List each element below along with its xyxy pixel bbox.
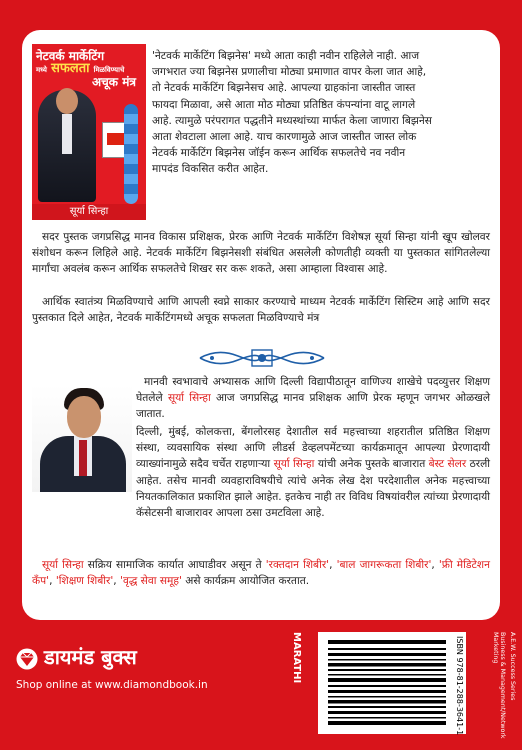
- barcode-box: [318, 632, 466, 734]
- thumbnail-author: सूर्या सिन्हा: [32, 204, 146, 220]
- language-label: MARATHI: [291, 632, 302, 684]
- ornament-divider-icon: [198, 346, 326, 370]
- diamond-logo-icon: [16, 648, 38, 670]
- isbn-text: ISBN 978-81-288-3641-1: [455, 636, 464, 736]
- category-text: Business & Management/Network Marketing: [492, 632, 506, 739]
- publisher-logo-text: डायमंड बुक्स: [44, 645, 137, 669]
- author-name-highlight: सूर्या सिन्हा: [42, 559, 84, 571]
- blurb-paragraph-2: सदर पुस्तक जगप्रसिद्ध मानव विकास प्रशिक्षक, प्रेरक आणि नेटवर्क मार्केटिंग विशेषज्ञ सूर्या सिन्हा यांनी खूप खोलवर संशोधन करून लिहिले आहे. नेटवर्क मार्केटिंग बिझनेसशी संबंधित असलेली कोणतीही व्यक्ती या पुस्तकात सांगितलेल्या मार्गांचा अवलंब करून आर्थिक सफलतेचे शिखर सर करू शकते, असा आम्हाला विश्वास आहे.: [32, 231, 490, 276]
- author-bio-paragraph-3: सूर्या सिन्हा सक्रिय सामाजिक कार्यात आघाडीवर असून ते 'रक्तदान शिबीर', 'बाल जागरूकता शिबीर', 'फ्री मेडिटेशन कँप', 'शिक्षण शिबीर', 'वृद्ध सेवा समूह' असे कार्यक्रम आयोजित करतात.: [32, 559, 490, 588]
- author-bio-paragraph-1: मानवी स्वभावाचे अभ्यासक आणि दिल्ली विद्यापीठातून वाणिज्य शाखेचे पदव्युत्तर शिक्षण घेतलेले सूर्या सिन्हा आज जगप्रसिद्ध मानव प्रशिक्षक आणि प्रेरक म्हणून जगभर ओळखले जातात.: [136, 376, 490, 421]
- thumbnail-title: नेटवर्क मार्केटिंग मध्ये सफलता मिळविण्याचे अचूक मंत्र: [36, 49, 136, 89]
- series-text: A.E.W. Success Series: [509, 632, 516, 701]
- success-swirl-graphic: [124, 104, 138, 204]
- shop-online-link[interactable]: Shop online at www.diamondbook.in: [16, 679, 208, 691]
- author-bio-paragraph-2: दिल्ली, मुंबई, कोलकत्ता, बेंगलोरसह देशातील सर्व महत्त्वाच्या शहरातील प्रतिष्ठित शिक्षण संस्था, व्यवसायिक संस्था आणि लीडर्स डेव्हलपमेंटच्या कार्यक्रमातून आपल्या प्रेरणादायी व्याख्यांनामुळे सदैव चर्चेत राहणाऱ्या सूर्या सिन्हा यांची अनेक पुस्तके बाजारात बेस्ट सेलर ठरली आहेत. तसेच मानवी व्यवहाराविषयीचे त्यांचे अनेक लेख देश परदेशातील अनेक महत्त्वाच्या नियतकालिकात प्रकाशित झाले आहेत. इतकेच नाही तर विविध विषयांवरील त्यांच्या प्रेरणादायी कॅसेटसनी बाजारावर आपला ठसा उमटविला आहे.: [136, 426, 490, 520]
- bestseller-highlight: बेस्ट सेलर: [428, 458, 467, 471]
- author-figure: [38, 90, 96, 202]
- blurb-paragraph-3: आर्थिक स्वातंत्र्य मिळविण्याचे आणि आपली स्वप्ने साकार करण्याचे माध्यम नेटवर्क मार्केटिंग सिस्टिम आहे आणि सदर पुस्तकात दिले आहेत, नेटवर्क मार्केटिंगमध्ये अचूक सफलता मिळविण्याचे मंत्र: [32, 296, 490, 325]
- author-photo: [32, 384, 132, 492]
- barcode-icon: [318, 632, 466, 734]
- author-name-highlight: सूर्या सिन्हा: [273, 458, 315, 471]
- author-name-highlight: सूर्या सिन्हा: [167, 392, 211, 405]
- blurb-paragraph-1: 'नेटवर्क मार्केटिंग बिझनेस' मध्ये आता काही नवीन राहिलेले नाही. आज जगभरात ज्या बिझनेस प्रणालीचा मोठ्या प्रमाणात वापर केला जात आहे, तो नेटवर्क मार्केटिंग बिझनेसच आहे. आपल्या ग्राहकांना जास्तीत जास्त फायदा मिळावा, असे आता मोठ मोठ्या प्रतिष्ठित कंपन्यांना वाटू लागले आहे. त्यामुळे परंपरागत पद्धतीने मध्यस्थांच्या मार्फत केला जाणारा बिझनेस आता शेवटाला आला आहे. याच कारणामुळे आज जास्तीत जास्त लोक नेटवर्क मार्केटिंग बिझनेस जॉईन करून आर्थिक सफलतेचे नव नवीन मापदंड विकसित करीत आहेत.: [152, 50, 432, 176]
- book-cover-thumbnail: [32, 44, 146, 220]
